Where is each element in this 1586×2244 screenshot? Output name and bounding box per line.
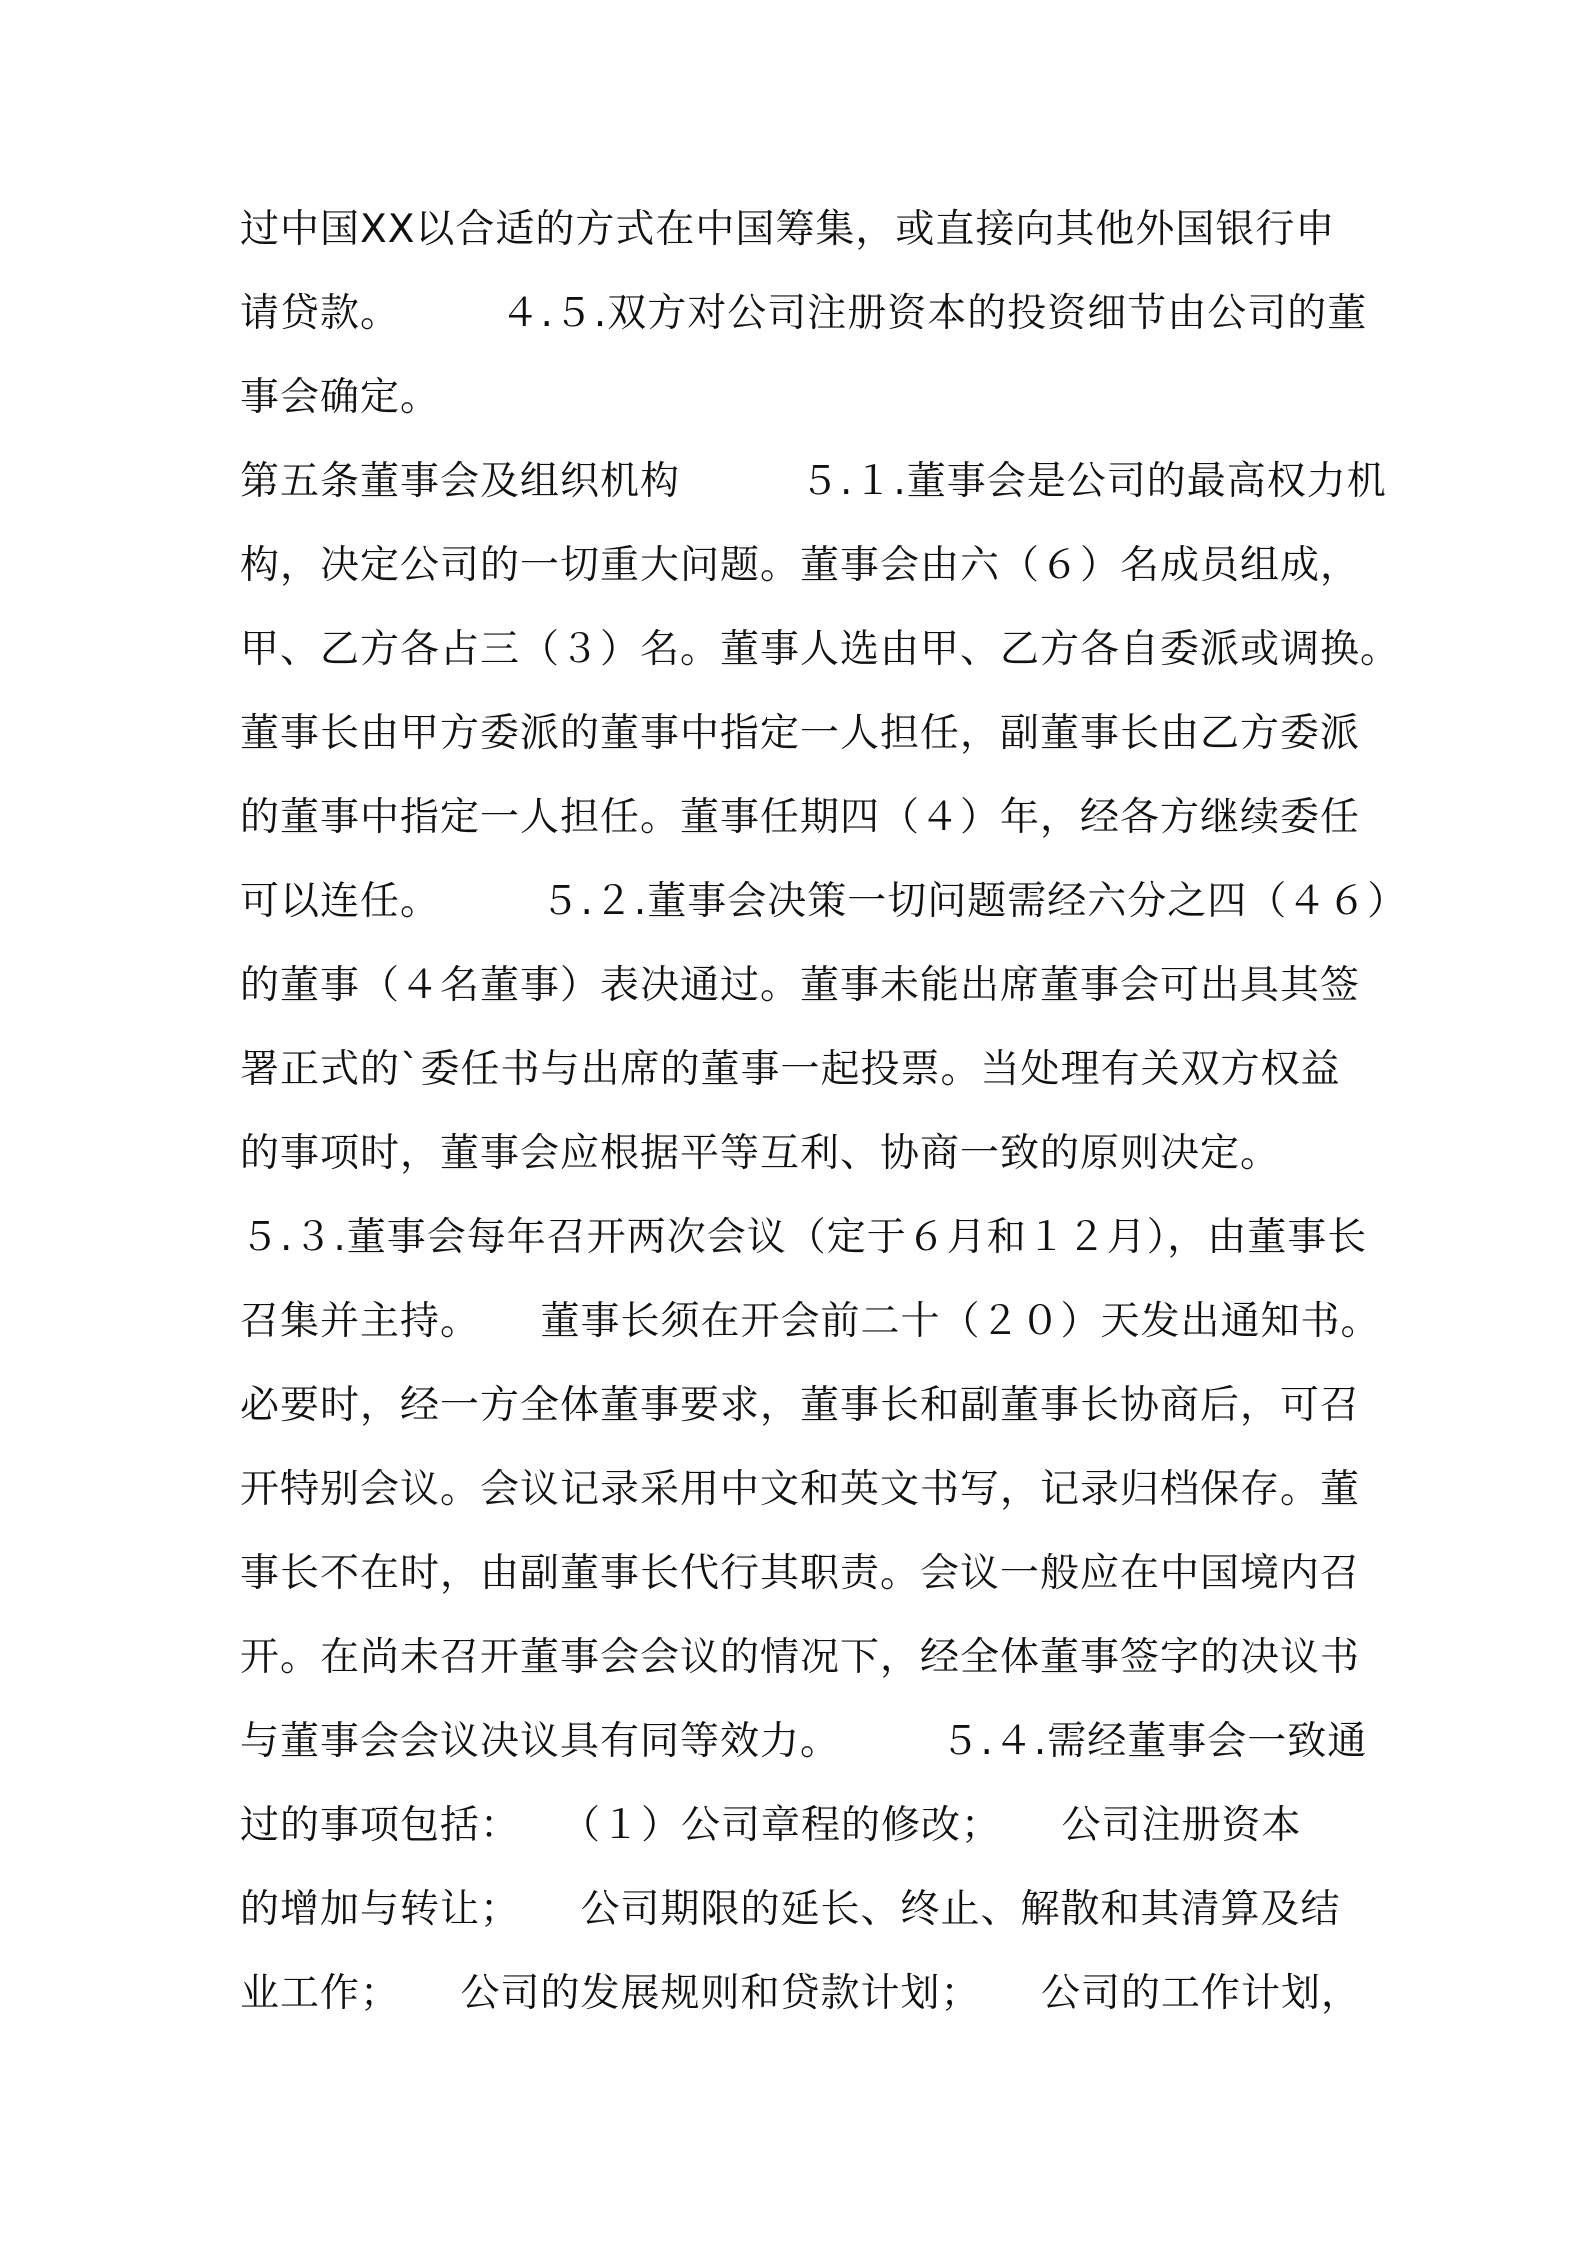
text-line: 的董事（４名董事）表决通过。董事未能出席董事会可出具其签 [240, 963, 1361, 1008]
text-line: 构，决定公司的一切重大问题。董事会由六（６）名成员组成， [240, 543, 1361, 588]
text-line: 可以连任。 ５.２.董事会决策一切问题需经六分之四（４６） [240, 879, 1408, 924]
text-line: 事长不在时，由副董事长代行其职责。会议一般应在中国境内召 [240, 1551, 1361, 1596]
contract-text [240, 188, 1408, 2036]
text-line: 的增加与转让； 公司期限的延长、终止、解散和其清算及结 [240, 1887, 1341, 1932]
text-line: 的事项时，董事会应根据平等互利、协商一致的原则决定。 [240, 1131, 1281, 1176]
text-line: 请贷款。 ４.５.双方对公司注册资本的投资细节由公司的董 [240, 291, 1368, 336]
text-line: 董事长由甲方委派的董事中指定一人担任，副董事长由乙方委派 [240, 711, 1361, 756]
text-line: 开。在尚未召开董事会会议的情况下，经全体董事签字的决议书 [240, 1635, 1361, 1680]
text-line: 必要时，经一方全体董事要求，董事长和副董事长协商后，可召 [240, 1383, 1361, 1428]
text-line: 署正式的`委任书与出席的董事一起投票。当处理有关双方权益 [240, 1047, 1341, 1092]
text-line: ５.３.董事会每年召开两次会议（定于６月和１２月），由董事长 [240, 1215, 1368, 1260]
text-line: 开特别会议。会议记录采用中文和英文书写，记录归档保存。董 [240, 1467, 1361, 1512]
text-line: 的董事中指定一人担任。董事任期四（４）年，经各方继续委任 [240, 795, 1361, 840]
text-line: 事会确定。 [240, 375, 441, 420]
text-line: 与董事会会议决议具有同等效力。 ５.４.需经董事会一致通 [240, 1719, 1368, 1764]
text-line: 甲、乙方各占三（３）名。董事人选由甲、乙方各自委派或调换。 [240, 627, 1401, 672]
text-line: 过中国XX以合适的方式在中国筹集，或直接向其他外国银行申 [240, 207, 1336, 252]
text-line: 召集并主持。 董事长须在开会前二十（２０）天发出通知书。 [240, 1299, 1381, 1344]
text-line: 第五条董事会及组织机构 ５.１.董事会是公司的最高权力机 [240, 459, 1387, 504]
text-line: 业工作； 公司的发展规则和贷款计划； 公司的工作计划， [240, 1971, 1362, 2016]
text-line: 过的事项包括： （１）公司章程的修改； 公司注册资本 [240, 1803, 1302, 1848]
